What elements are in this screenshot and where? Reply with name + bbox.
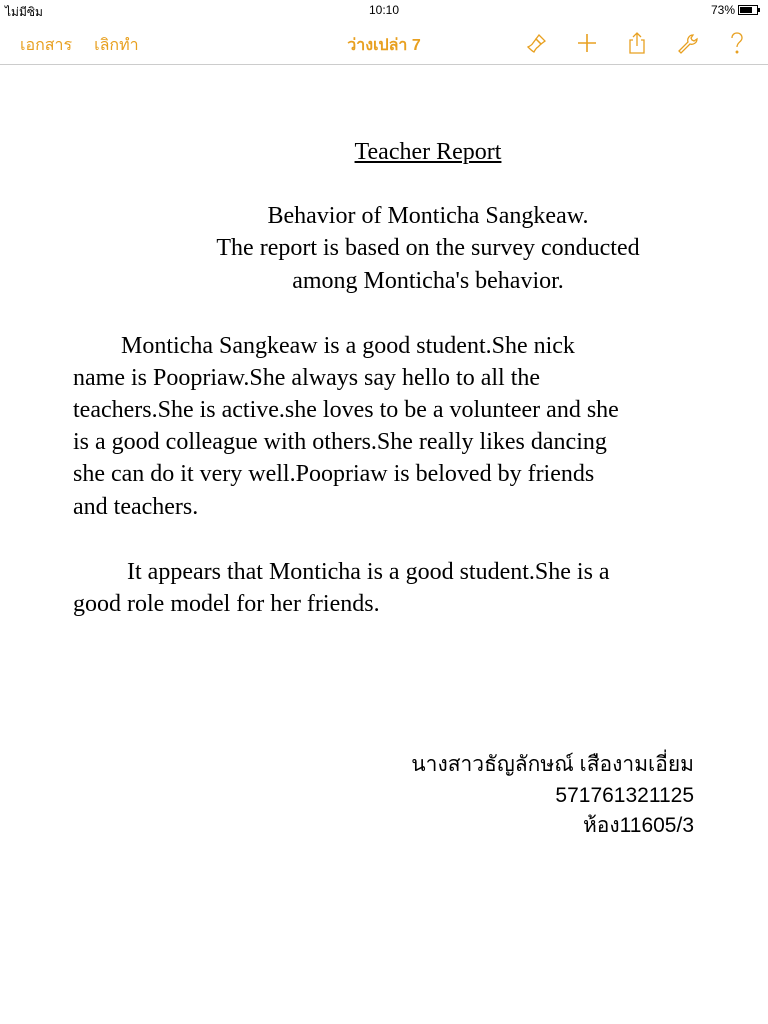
paragraph-line: It appears that Monticha is a good student.She is a (127, 559, 610, 585)
documents-button[interactable]: เอกสาร (20, 37, 73, 54)
paragraph-line: name is Poopriaw.She always say hello to all the (73, 365, 541, 391)
paragraph-line: teachers.She is active.she loves to be a volunteer and she (73, 397, 619, 423)
share-icon[interactable] (622, 28, 652, 58)
wrench-icon[interactable] (672, 28, 702, 58)
subtitle-line: The report is based on the survey conducted (216, 235, 640, 261)
paragraph-line: is a good colleague with others.She really likes dancing (73, 429, 607, 455)
document-title[interactable]: ว่างเปล่า 7 (347, 37, 421, 54)
battery-percent: 73% (710, 3, 735, 17)
subtitle-line: among Monticha's behavior. (292, 268, 564, 294)
paragraph-line: Monticha Sangkeaw is a good student.She nick (121, 333, 575, 359)
battery-icon (738, 5, 758, 15)
clock: 10:10 (368, 3, 400, 17)
carrier: ไม่มีซิม (5, 5, 43, 19)
subtitle-line: Behavior of Monticha Sangkeaw. (267, 203, 589, 229)
report-title: Teacher Report (354, 139, 502, 165)
paragraph-line: good role model for her friends. (73, 591, 380, 617)
help-icon[interactable] (722, 28, 752, 58)
student-id: 571761321125 (555, 784, 694, 807)
signature-name: นางสาวธัญลักษณ์ เสืองามเอี่ยม (411, 753, 694, 776)
paragraph-line: she can do it very well.Poopriaw is beloved by friends (73, 461, 595, 487)
battery-status (711, 3, 758, 17)
paintbrush-icon[interactable] (522, 28, 552, 58)
plus-icon[interactable] (572, 28, 602, 58)
status-bar (0, 0, 768, 22)
paragraph-line: and teachers. (73, 494, 199, 520)
toolbar (0, 22, 768, 65)
undo-button[interactable]: เลิกทำ (94, 37, 139, 54)
classroom: ห้อง11605/3 (582, 814, 694, 837)
